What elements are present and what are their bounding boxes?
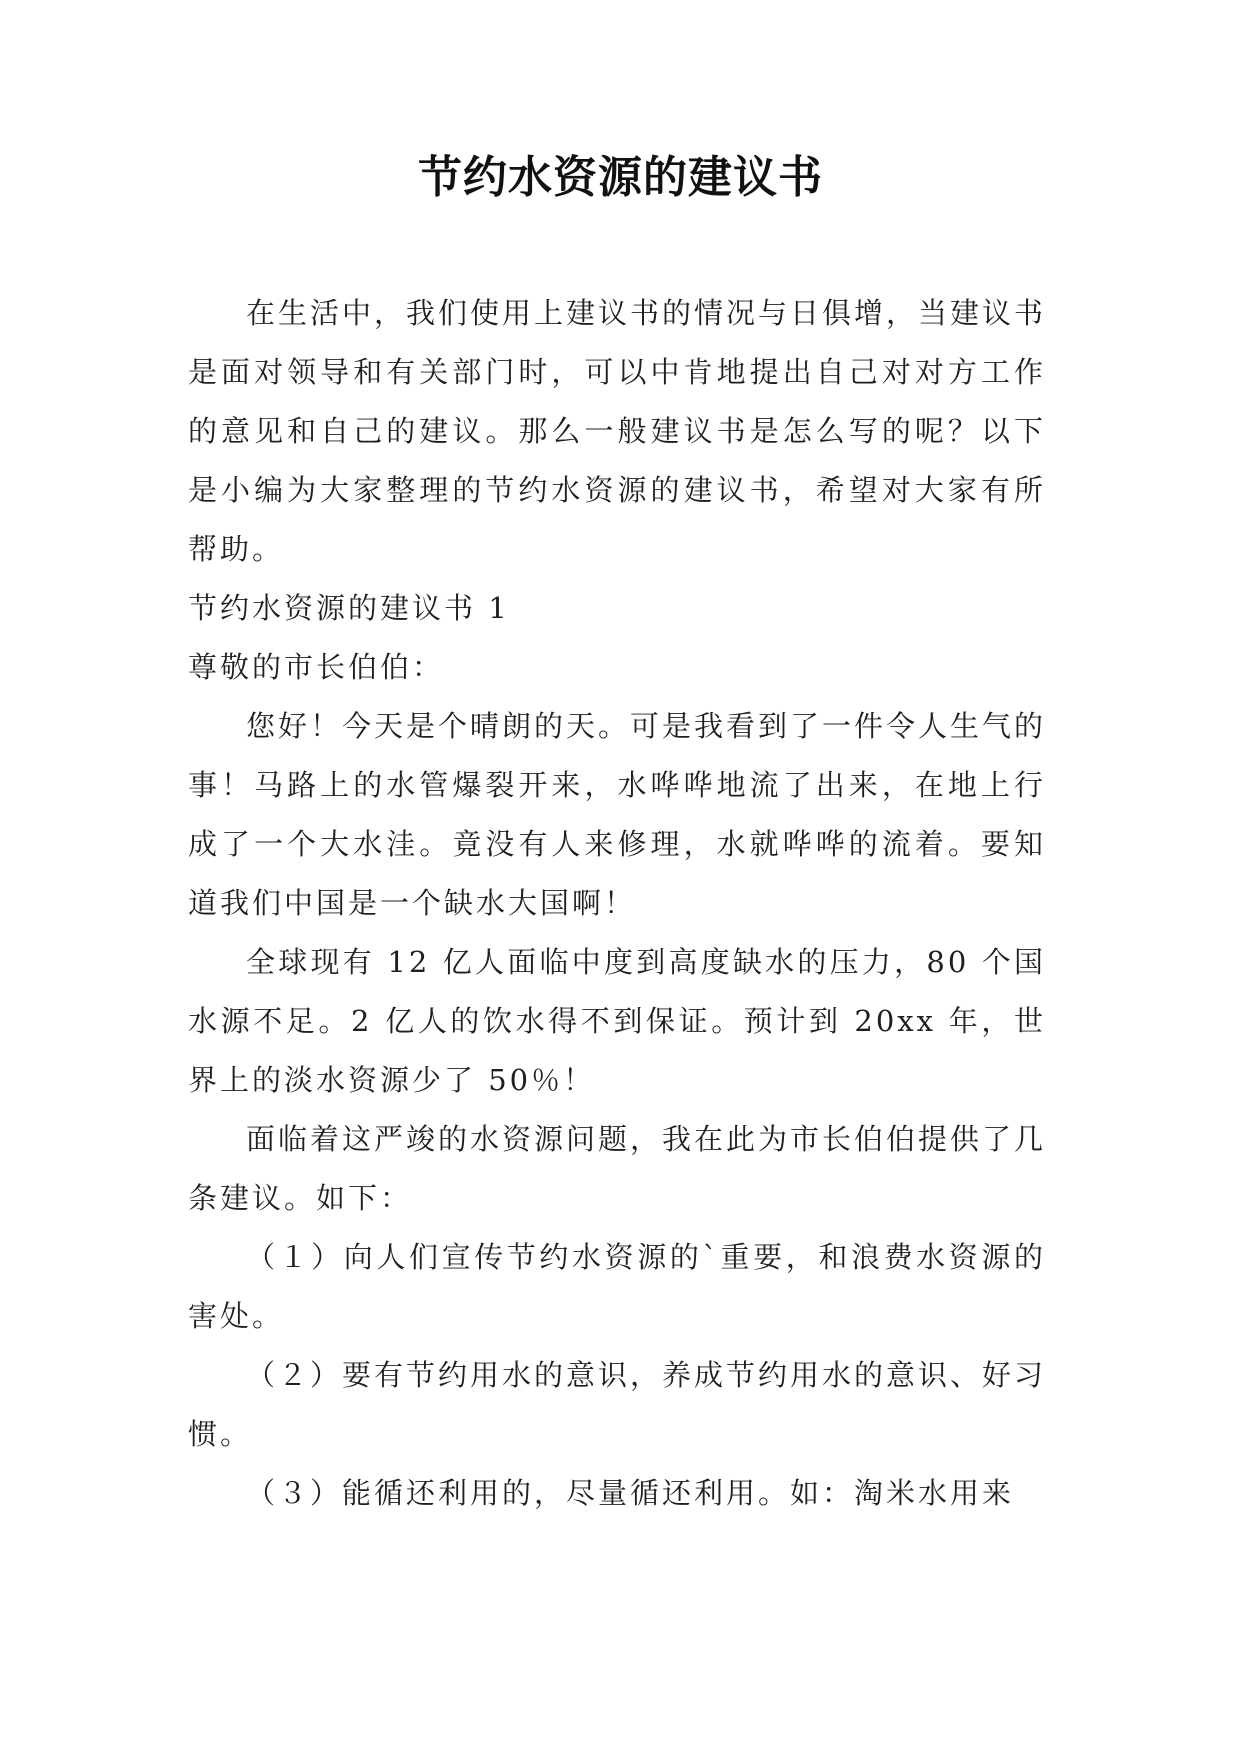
suggestion-item-3: （３）能循还利用的，尽量循还利用。如：淘米水用来 [246, 1476, 1015, 1510]
intro-paragraph: 在生活中，我们使用上建议书的情况与日俱增，当建议书是面对领导和有关部门时，可以中肯地提出自己对对方工作的意见和自己的建议。那么一般建议书是怎么写的呢？以下是小编为大家整理的节约水资源的建议书，希望对大家有所帮助。 [188, 296, 1047, 566]
salutation: 尊敬的市长伯伯： [188, 650, 445, 684]
section-heading: 节约水资源的建议书 1 [188, 591, 510, 625]
body-paragraph-3: 面临着这严竣的水资源问题，我在此为市长伯伯提供了几条建议。如下： [188, 1122, 1047, 1215]
page-title: 节约水资源的建议书 [418, 152, 823, 203]
body-paragraph-2: 全球现有 12 亿人面临中度到高度缺水的压力，80 个国水源不足。2 亿人的饮水得不到保证。预计到 20xx 年，世界上的淡水资源少了 50％！ [188, 945, 1046, 1097]
suggestion-item-1: （１）向人们宣传节约水资源的`重要，和浪费水资源的害处。 [188, 1240, 1046, 1333]
body-paragraph-1: 您好！今天是个晴朗的天。可是我看到了一件令人生气的事！马路上的水管爆裂开来，水哗哗地流了出来，在地上行成了一个大水洼。竟没有人来修理，水就哗哗的流着。要知道我们中国是一个缺水大国啊！ [188, 709, 1047, 920]
document-body [188, 284, 1046, 1523]
suggestion-item-2: （２）要有节约用水的意识，养成节约用水的意识、好习惯。 [188, 1358, 1047, 1451]
